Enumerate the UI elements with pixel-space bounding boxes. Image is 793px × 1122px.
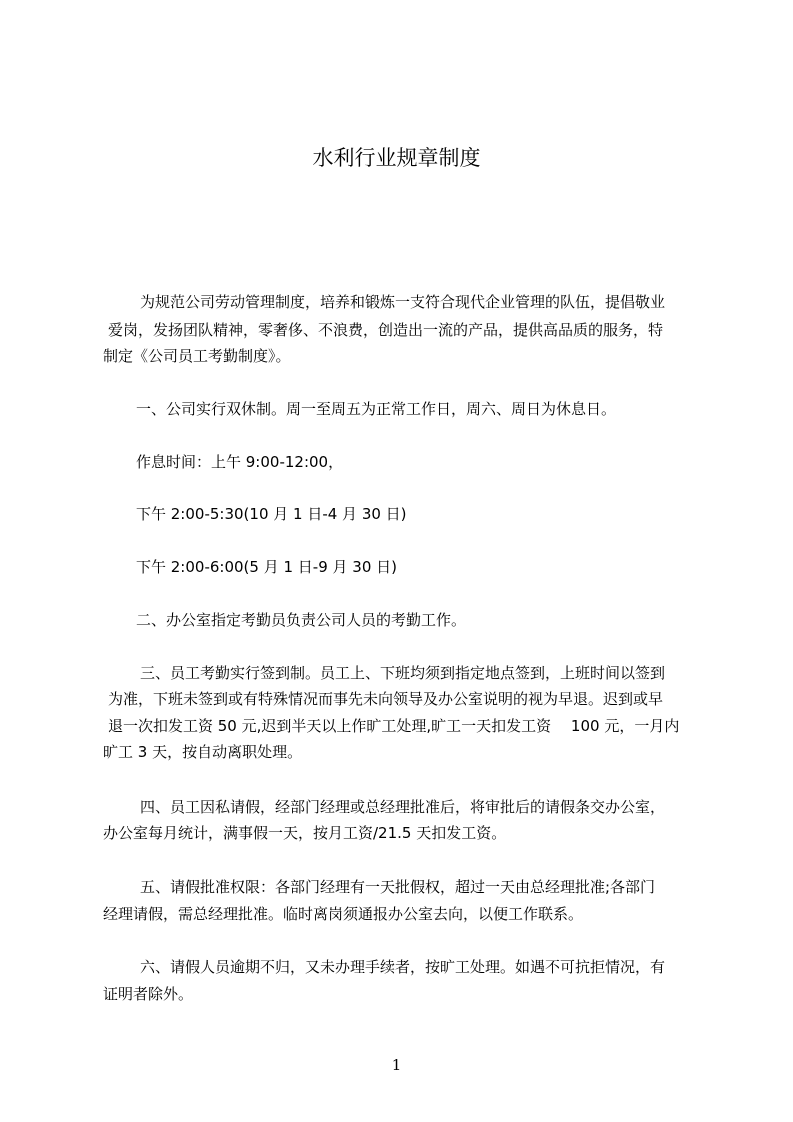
section-3-line-4: 旷工 3 天，按自动离职处理。 (103, 743, 303, 761)
schedule-line-3: 下午 2:00-6:00(5 月 1 日-9 月 30 日) (136, 558, 397, 576)
section-1-line-1: 一、公司实行双休制。周一至周五为正常工作日，周六、周日为休息日。 (136, 400, 617, 418)
intro-line-1: 为规范公司劳动管理制度，培养和锻炼一支符合现代企业管理的队伍，提倡敬业 (140, 293, 666, 311)
document-title: 水利行业规章制度 (312, 146, 481, 170)
section-5-line-2: 经理请假，需总经理批准。临时离岗须通报办公室去向，以便工作联系。 (103, 905, 584, 923)
schedule-line-2: 下午 2:00-5:30(10 月 1 日-4 月 30 日) (136, 505, 407, 523)
section-3-line-1: 三、员工考勤实行签到制。员工上、下班均须到指定地点签到，上班时间以签到 (140, 664, 666, 682)
schedule-line-1: 作息时间：上午 9:00-12:00， (136, 453, 344, 471)
section-5-line-1: 五、请假批准权限：各部门经理有一天批假权，超过一天由总经理批准;各部门 (140, 878, 656, 896)
intro-line-3: 制定《公司员工考勤制度》。 (103, 347, 291, 365)
page-number: 1 (391, 1056, 402, 1074)
section-4-line-1: 四、员工因私请假，经部门经理或总经理批准后，将审批后的请假条交办公室， (140, 798, 666, 816)
section-2-line-1: 二、办公室指定考勤员负责公司人员的考勤工作。 (136, 611, 467, 629)
intro-line-2: 爱岗，发扬团队精神，零奢侈、不浪费，创造出一流的产品，提供高品质的服务，特 (108, 321, 664, 339)
section-3-line-2: 为准，下班未签到或有特殊情况而事先未向领导及办公室说明的视为早退。迟到或早 (108, 690, 664, 708)
section-6-line-1: 六、请假人员逾期不归，又未办理手续者，按旷工处理。如遇不可抗拒情况，有 (140, 958, 666, 976)
section-6-line-2: 证明者除外。 (103, 985, 194, 1003)
section-4-line-2: 办公室每月统计，满事假一天，按月工资/21.5 天扣发工资。 (103, 824, 507, 842)
section-3-line-3: 退一次扣发工资 50 元,迟到半天以上作旷工处理,旷工一天扣发工资 100 元，一月内 (108, 717, 680, 735)
